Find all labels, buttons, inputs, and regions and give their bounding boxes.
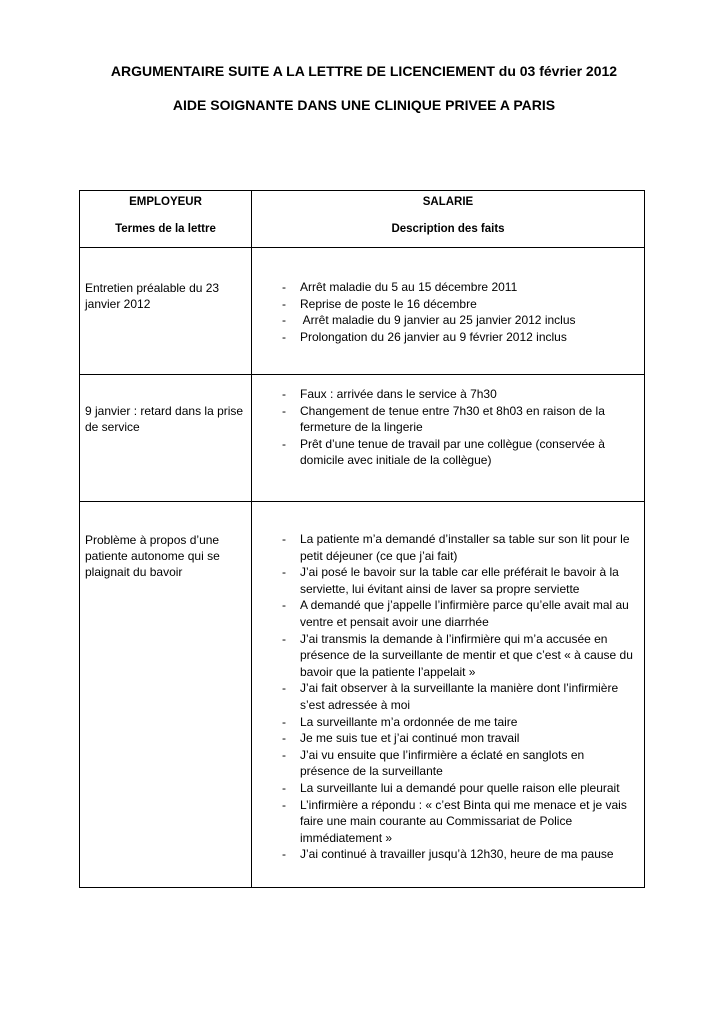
header-employer: [80, 191, 252, 248]
table-row: [80, 502, 645, 888]
table-row: [80, 375, 645, 502]
header-employee-title: SALARIE: [422, 196, 474, 208]
list-item: - Reprise de poste le 16 décembre: [252, 296, 636, 313]
list-item: - Je me suis tue et j’ai continué mon travail: [252, 730, 636, 747]
employer-term: Problème à propos d’une patiente autonome qui se plaignait du bavoir: [85, 533, 220, 579]
header-employer-title: EMPLOYEUR: [129, 196, 202, 208]
employer-term: Entretien préalable du 23 janvier 2012: [85, 281, 220, 311]
header-employee-subtitle: Description des faits: [391, 223, 505, 235]
employer-term: 9 janvier : retard dans la prise de service: [85, 404, 244, 434]
list-item: - A demandé que j’appelle l’infirmière parce qu’elle avait mal au ventre et pensait avoir une diarrhée: [252, 597, 636, 630]
document-title: ARGUMENTAIRE SUITE A LA LETTRE DE LICENCIEMENT du 03 février 2012: [110, 63, 618, 79]
list-item: - Prêt d’une tenue de travail par une collègue (conservée à domicile avec initiale de la collègue): [252, 436, 636, 469]
facts-cell: [252, 248, 645, 375]
table-header-row: [80, 191, 645, 248]
header-employee: [252, 191, 645, 248]
list-item: - Faux : arrivée dans le service à 7h30: [252, 386, 636, 403]
facts-list: [252, 279, 644, 345]
facts-list: [252, 386, 644, 469]
list-item: - J’ai transmis la demande à l’infirmière qui m’a accusée en présence de la surveillante de mentir et que c’est « à cause du bavoir que la patiente l’appelait »: [252, 631, 636, 681]
employer-cell: [80, 248, 252, 375]
document-subtitle: AIDE SOIGNANTE DANS UNE CLINIQUE PRIVEE A PARIS: [172, 97, 556, 113]
argument-table: [79, 190, 645, 888]
list-item: - Prolongation du 26 janvier au 9 février 2012 inclus: [252, 329, 636, 346]
list-item: - J’ai posé le bavoir sur la table car elle préférait le bavoir à la serviette, lui évitant ainsi de laver sa propre serviette: [252, 564, 636, 597]
list-item: - J’ai fait observer à la surveillante la manière dont l’infirmière s’est adressée à moi: [252, 680, 636, 713]
employer-cell: [80, 502, 252, 888]
list-item: - Arrêt maladie du 9 janvier au 25 janvier 2012 inclus: [252, 312, 636, 329]
list-item: - La surveillante m’a ordonnée de me taire: [252, 714, 636, 731]
header-employer-subtitle: Termes de la lettre: [115, 223, 216, 235]
table-row: [80, 248, 645, 375]
list-item: - J’ai continué à travailler jusqu’à 12h30, heure de ma pause: [252, 846, 636, 863]
facts-cell: [252, 502, 645, 888]
list-item: - J’ai vu ensuite que l’infirmière a éclaté en sanglots en présence de la surveillante: [252, 747, 636, 780]
list-item: - L’infirmière a répondu : « c’est Binta qui me menace et je vais faire une main courante au Commissariat de Police immédiatement »: [252, 797, 636, 847]
list-item: - Changement de tenue entre 7h30 et 8h03 en raison de la fermeture de la lingerie: [252, 403, 636, 436]
list-item: - La patiente m’a demandé d’installer sa table sur son lit pour le petit déjeuner (ce que j’ai fait): [252, 531, 636, 564]
employer-cell: [80, 375, 252, 502]
list-item: - Arrêt maladie du 5 au 15 décembre 2011: [252, 279, 636, 296]
facts-cell: [252, 375, 645, 502]
facts-list: [252, 531, 644, 863]
list-item: - La surveillante lui a demandé pour quelle raison elle pleurait: [252, 780, 636, 797]
